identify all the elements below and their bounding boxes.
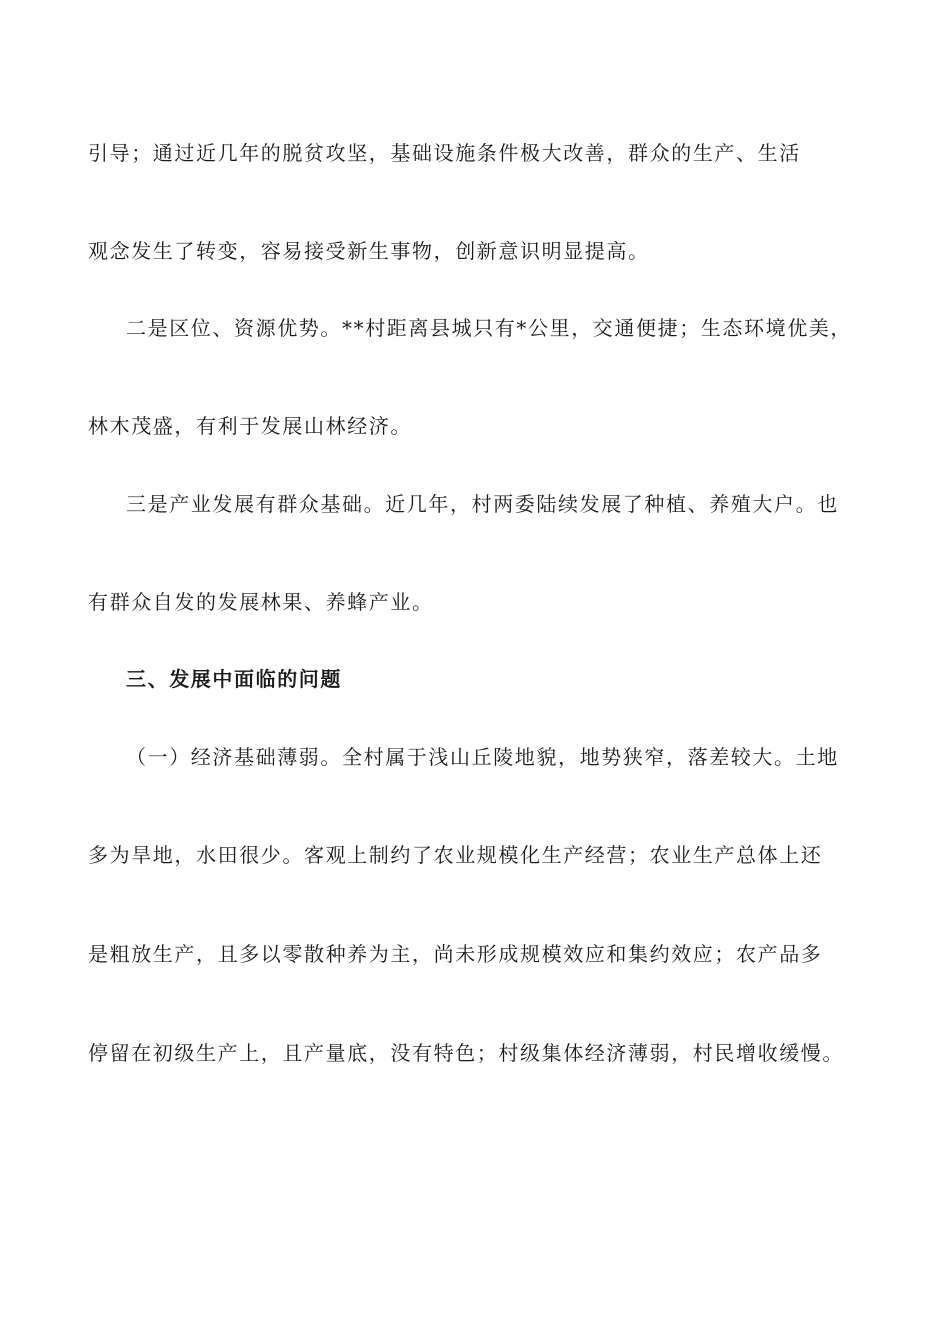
paragraph-line: 停留在初级生产上，且产量底，没有特色；村级集体经济薄弱，村民增收缓慢。 <box>88 1041 844 1065</box>
paragraph-line: 引导；通过近几年的脱贫攻坚，基础设施条件极大改善，群众的生产、生活 <box>88 141 801 165</box>
paragraph-line: 三是产业发展有群众基础。近几年，村两委陆续发展了种植、养殖大户。也 <box>126 492 839 516</box>
paragraph-line: 观念发生了转变，容易接受新生事物，创新意识明显提高。 <box>88 239 650 263</box>
section-heading: 三、发展中面临的问题 <box>126 667 342 691</box>
paragraph-line: 二是区位、资源优势。**村距离县城只有*公里，交通便捷；生态环境优美， <box>126 316 852 340</box>
paragraph-line: 有群众自发的发展林果、养蜂产业。 <box>88 590 434 614</box>
paragraph-line: 多为旱地，水田很少。客观上制约了农业规模化生产经营；农业生产总体上还 <box>88 843 823 867</box>
paragraph-line: 林木茂盛，有利于发展山林经济。 <box>88 414 412 438</box>
paragraph-line: 是粗放生产，且多以零散种养为主，尚未形成规模效应和集约效应；农产品多 <box>88 942 823 966</box>
paragraph-line: （一）经济基础薄弱。全村属于浅山丘陵地貌，地势狭窄，落差较大。土地 <box>126 745 839 769</box>
